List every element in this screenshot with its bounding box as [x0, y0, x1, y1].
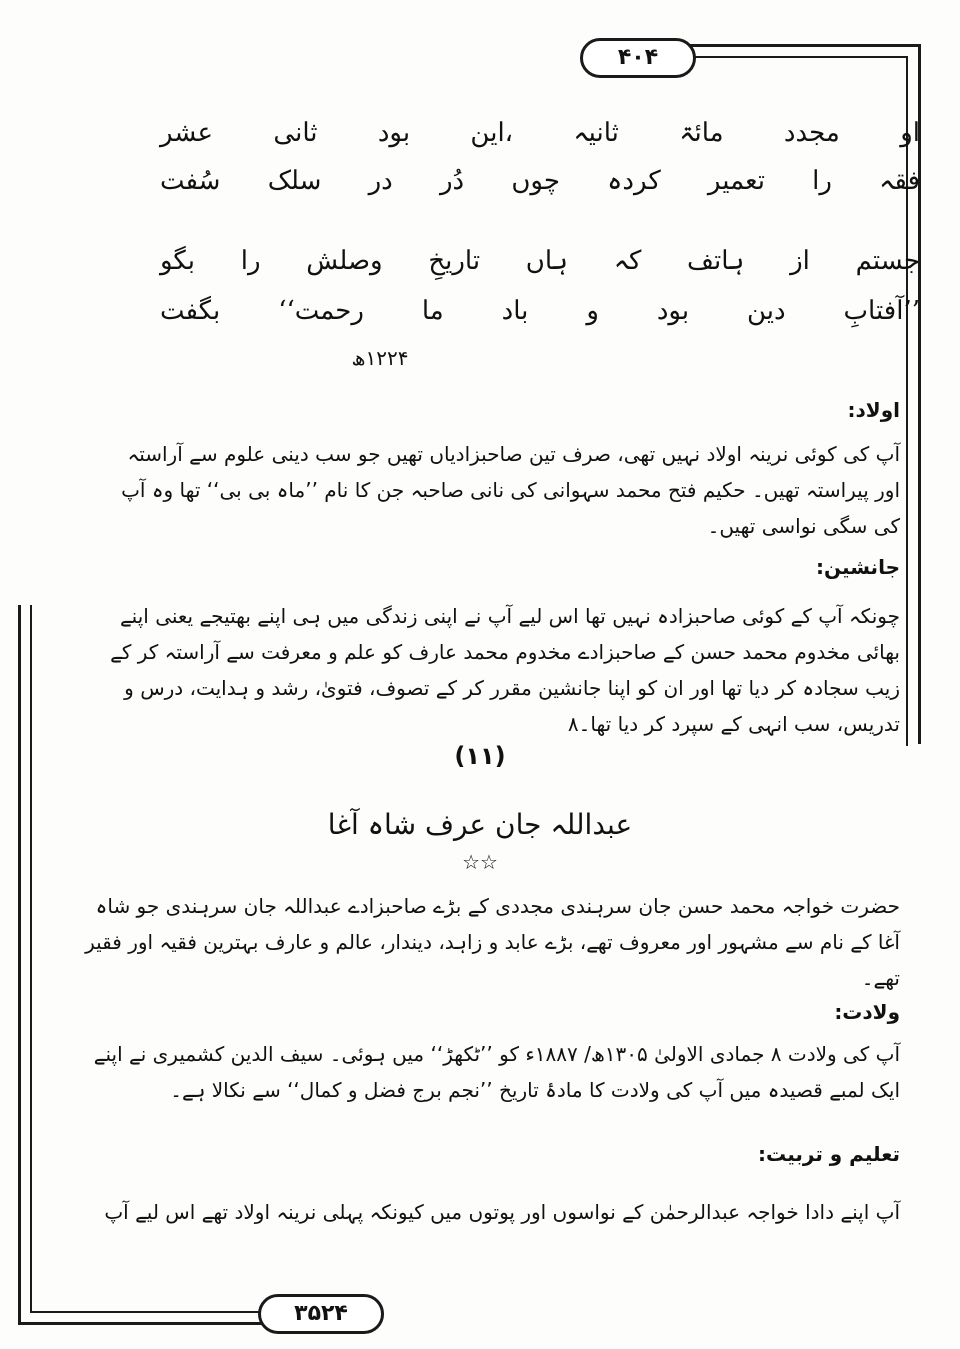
frame-left-inner [30, 605, 32, 1313]
frame-top-outer [690, 44, 920, 47]
paragraph-intro: حضرت خواجہ محمد حسن جان سرہندی مجددی کے بڑے صاحبزادے عبداللہ جان سرہندی جو شاہ آغا کے نام سے مشہور اور معروف تھے، بڑے عابد و زاہد، دیندار، عالم و عارف بہترین فقیہ اور فقیر تھے۔ [85, 894, 900, 990]
chapter-number: (۱۱) [454, 742, 506, 770]
section-heading-talim: تعلیم و تربیت: [758, 1142, 900, 1166]
poem-line-1: او مجدد مائۃ ثانیہ ،این بود ثانی عشر [160, 118, 920, 148]
section-heading-wiladat: ولادت: [834, 1000, 900, 1024]
poem-line-4: ’’آفتابِ دین بود و باد ما رحمت‘‘ بگفت [160, 296, 920, 326]
poem-year: ۱۲۲۴ھ [351, 346, 409, 370]
paragraph-aulad: آپ کی کوئی نرینہ اولاد نہیں تھی، صرف تین صاحبزادیاں تھیں جو سب دینی علوم سے آراستہ اور پیراستہ تھیں۔ حکیم فتح محمد سہوانی کی نانی صاحبہ جن کا نام ’’ماہ بی بی‘‘ تھا وہ آپ کی سگی نواسی تھیں۔ [121, 442, 900, 538]
poem-line-3: جستم از ہاتف کہ ہاں تاریخِ وصلش را بگو [160, 246, 920, 276]
section-heading-janashin: جانشین: [816, 555, 900, 579]
page-number-top: ۴۰۴ [580, 38, 696, 78]
paragraph-talim: آپ اپنے دادا خواجہ عبدالرحمٰن کے نواسوں اور پوتوں میں کیونکہ پہلی نرینہ اولاد تھے اس لیے آپ [104, 1200, 900, 1224]
chapter-title: عبداللہ جان عرف شاہ آغا [327, 808, 633, 841]
paragraph-wiladat: آپ کی ولادت ۸ جمادی الاولیٰ ۱۳۰۵ھ/ ۱۸۸۷ء کو ’’ٹکھڑ‘‘ میں ہوئی۔ سیف الدین کشمیری نے اپنے ایک لمبے قصیدہ میں آپ کی ولادت کا مادۂ تاریخ ’’نجم برج فضل و کمال‘‘ سے نکالا ہے۔ [93, 1042, 900, 1102]
frame-right-inner [906, 56, 908, 746]
decorative-stars: ☆☆ [462, 850, 498, 874]
frame-bottom-inner [30, 1311, 268, 1313]
page-number-bottom: ۳۵۲۴ [258, 1294, 384, 1334]
poem-line-2: فقہ را تعمیر کردہ چوں دُر در سلک سُفت [160, 166, 920, 196]
frame-bottom-outer [18, 1322, 268, 1325]
frame-left-outer [18, 605, 21, 1323]
section-heading-aulad: اولاد: [847, 398, 900, 422]
frame-top-inner [690, 56, 908, 58]
paragraph-janashin: چونکہ آپ کے کوئی صاحبزادہ نہیں تھا اس لیے آپ نے اپنی زندگی میں ہی اپنے بھتیجے یعنی اپنے بھائی مخدوم محمد حسن کے صاحبزادے مخدوم محمد عارف کو علم و معرفت سے آراستہ کر کے زیب سجادہ کر دیا تھا اور ان کو اپنا جانشین مقرر کر کے تصوف، فتویٰ، رشد و ہدایت، درس و تدریس، سب انہی کے سپرد کر دیا تھا۔۸ [110, 604, 900, 736]
frame-right-outer [918, 44, 921, 744]
